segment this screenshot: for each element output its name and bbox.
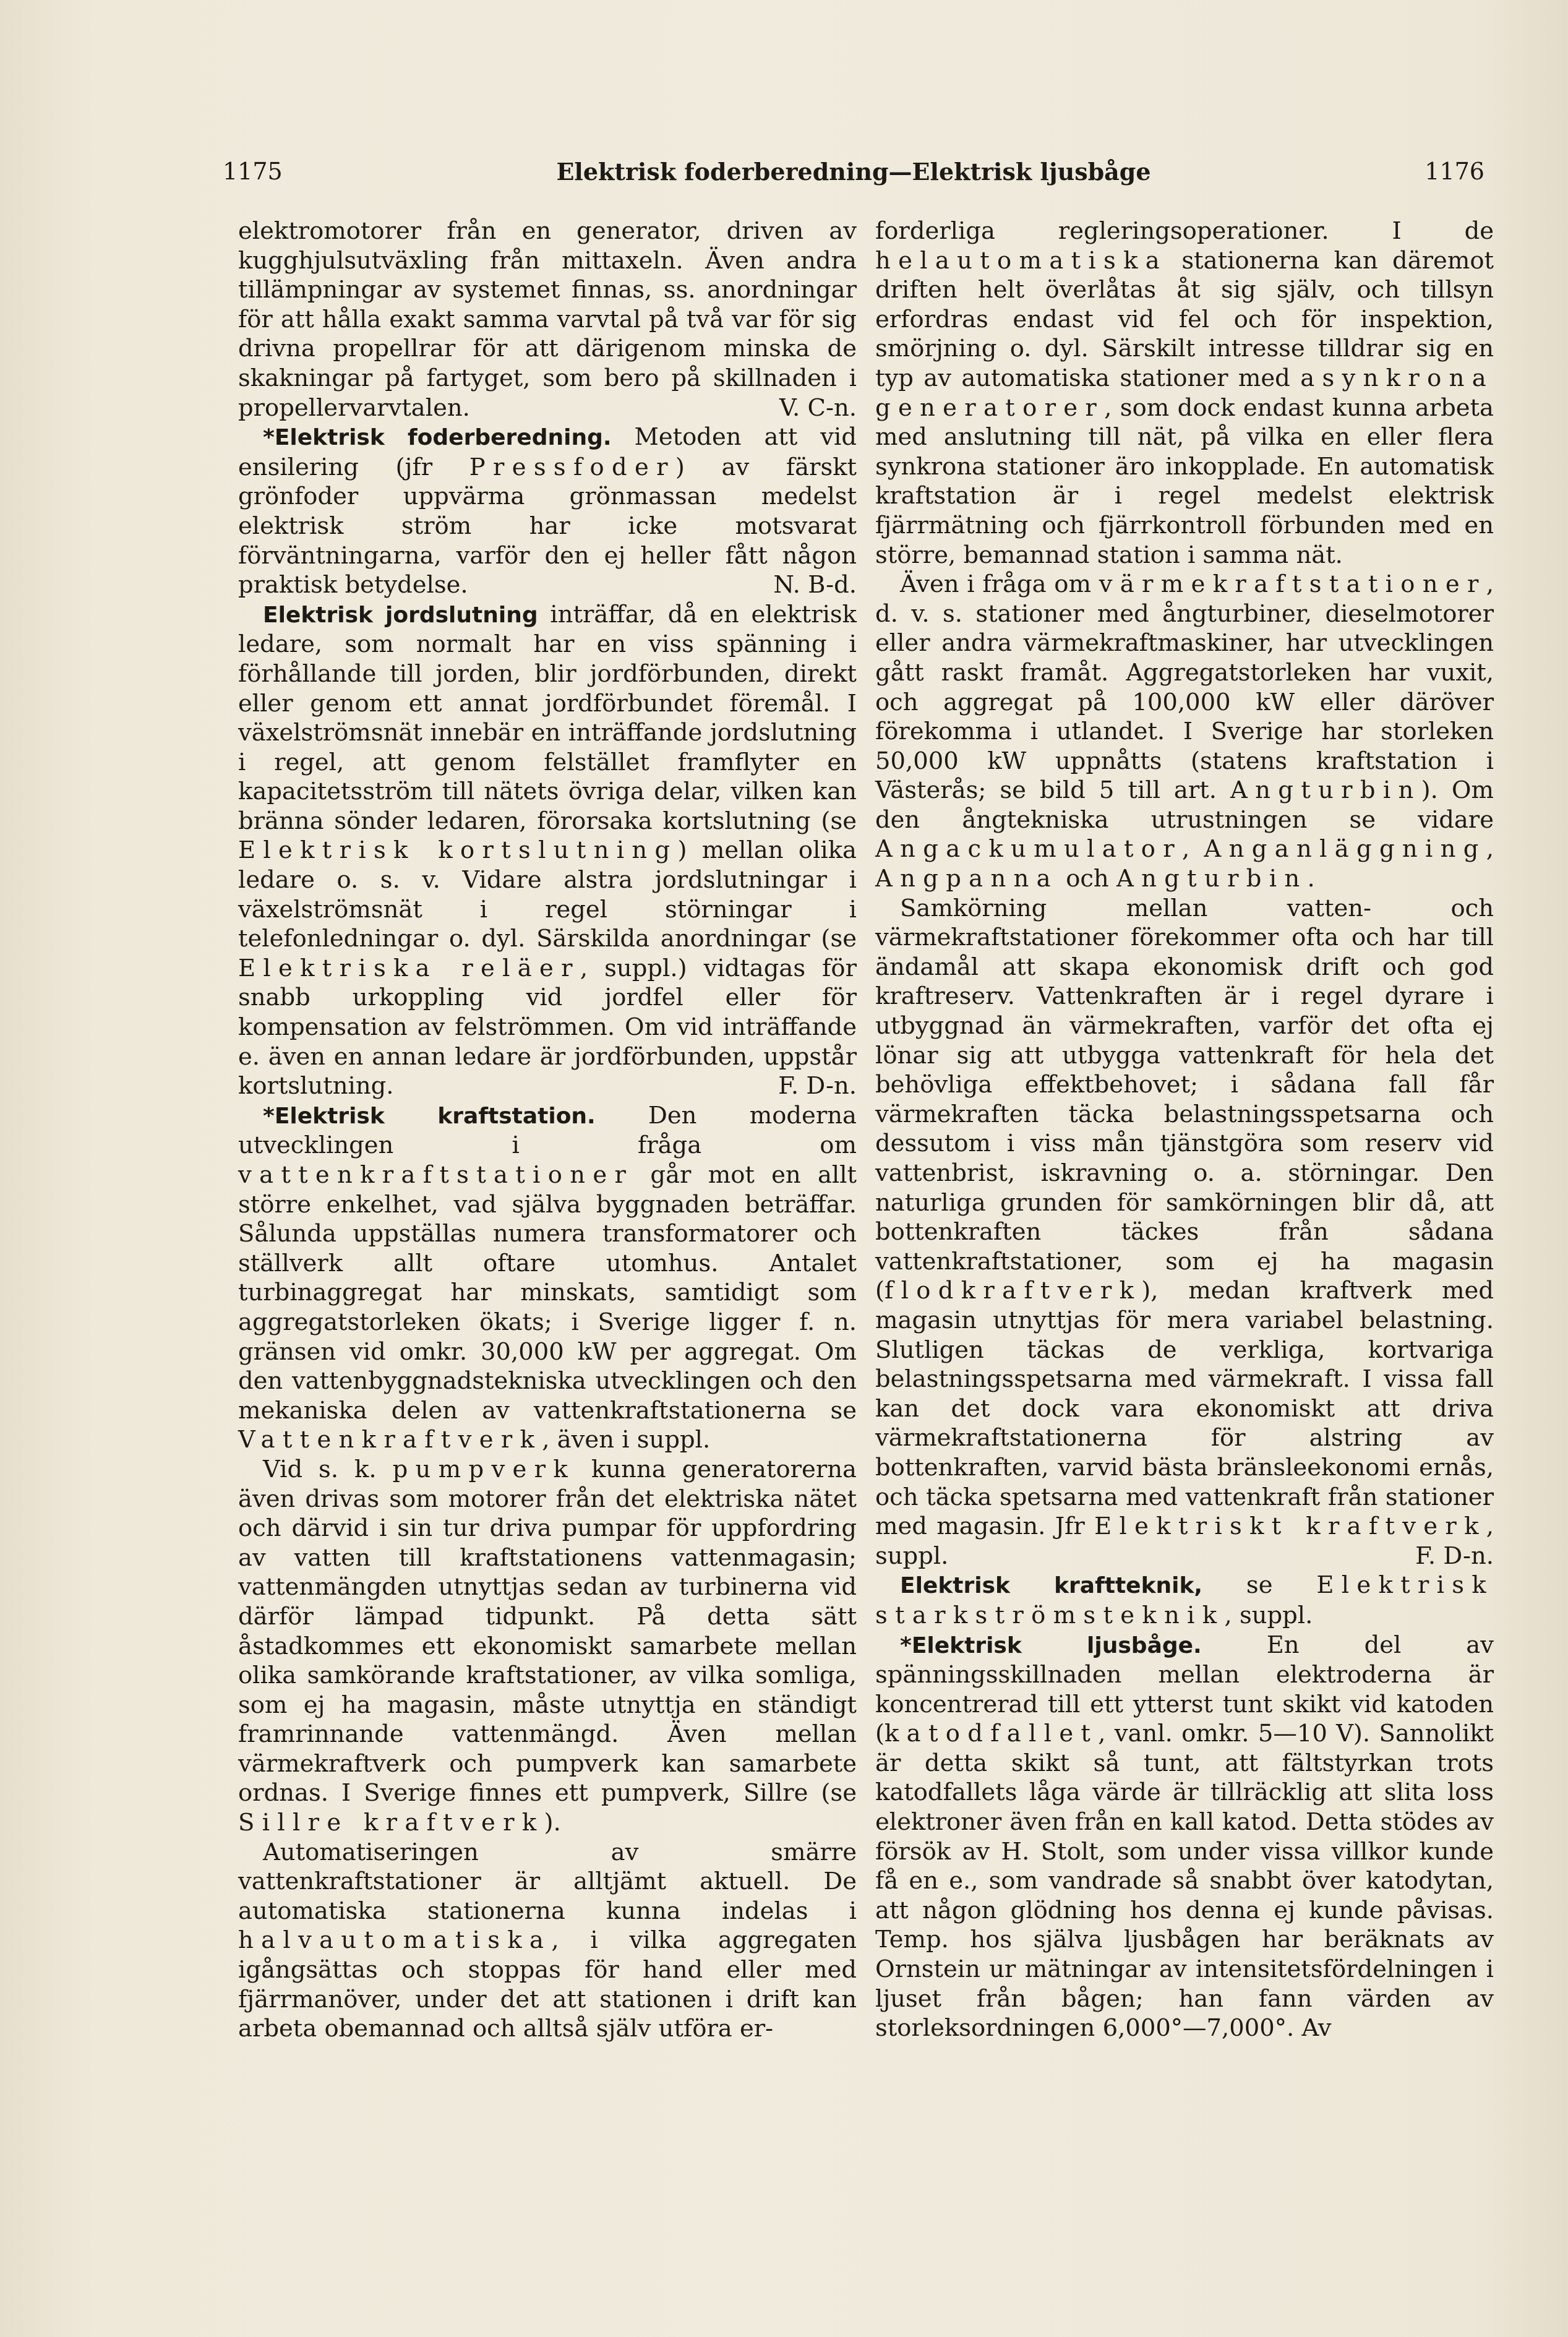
paragraph-text: elektromotorer från en generator, driven av kugghjulsutväxling från mittaxeln. Även andra tillämpningar av systemet finnas, ss. anordningar för att hålla exakt samma varvtal på två var för sig drivna propellrar för att därigenom minska de skakningar på fartyget, som bero på skillnaden i propellervarvtalen. xyxy=(238,217,857,422)
paragraph-text: , xyxy=(1486,835,1494,864)
entry-text: , suppl.) vidtagas för snabb urkoppling vid jordfel eller för kompensation av felströmmen. Om vid inträffande e. även en annan ledare är jordförbunden, uppstår kortslutning. xyxy=(238,954,857,1100)
cross-reference: Elektrisk starkströmsteknik xyxy=(875,1571,1494,1629)
paragraph-varmekraft xyxy=(875,570,1494,894)
paragraph-text: ). xyxy=(544,1809,561,1837)
spaced-term: asynkrona generatorer xyxy=(875,364,1494,422)
paragraph-text: . xyxy=(1307,865,1315,893)
cross-reference: Elektrisk kortslutning xyxy=(238,836,678,865)
cross-reference: Angturbin xyxy=(1116,865,1308,893)
entry-kraftstation xyxy=(238,1101,857,1455)
entry-headword: *Elektrisk kraftstation. xyxy=(263,1103,596,1129)
paragraph-text: , suppl. xyxy=(875,1512,1494,1570)
paragraph-text: och xyxy=(1058,865,1116,893)
paragraph-text: Automatiseringen av smärre vattenkraftstationer är alltjämt aktuell. De automatiska stationerna kunna indelas i xyxy=(238,1838,857,1925)
spaced-term: vattenkraftstationer xyxy=(238,1161,634,1189)
running-title: Elektrisk foderberedning—Elektrisk ljusbåge xyxy=(556,158,1151,186)
entry-jordslutning xyxy=(238,600,857,1101)
paragraph-text: Samkörning mellan vatten- och värmekraftstationer förekommer ofta och har till ändamål att skapa ekonomisk drift och god kraftreserv. Vattenkraften är i regel dyrare i utbyggnad än värmekraften, varför det ofta ej lönar sig att utbygga vattenkraft för hela det behövliga effektbehovet; i sådana fall får värmekraften täcka belastningsspetsarna och dessutom i viss mån tjänstgöra som reserv vid vattenbrist, iskravning o. a. störningar. Den naturliga grunden för samkörningen blir då, att bottenkraften täckes från sådana vattenkraftstationer, som ej ha magasin ( xyxy=(875,894,1494,1305)
author-signature: F. D-n. xyxy=(778,1072,857,1100)
entry-text: ) av färskt grönfoder uppvärma grönmassan medelst elektrisk ström har icke motsvarat förväntningarna, varför den ej heller fått någon praktisk betydelse. xyxy=(238,453,857,599)
entry-headword: *Elektrisk ljusbåge. xyxy=(900,1632,1202,1658)
author-signature: N. B-d. xyxy=(773,571,857,599)
cross-reference: Angturbin xyxy=(1230,776,1421,805)
cross-reference: Vattenkraftverk xyxy=(238,1426,542,1454)
entry-ljusbage xyxy=(875,1631,1494,2043)
right-column xyxy=(875,217,1494,2043)
paragraph-text: Även i fråga om xyxy=(900,570,1099,599)
cross-reference: Angpanna xyxy=(875,865,1058,893)
paragraph-text: ), medan kraftverk med magasin utnyttjas för mera variabel belastning. Slutligen täckas de verkliga, kortvariga belastningsspetsarna med värmekraft. I vissa fall kan det dock vara ekonomiskt att driva värmekraftstationerna för alstring av bottenkraften, varvid bästa bränsleekonomi ernås, och täcka spetsarna med vattenkraft från stationer med magasin. Jfr xyxy=(875,1277,1494,1541)
spaced-term: katodfallet xyxy=(885,1720,1099,1748)
spaced-term: värmekraftstationer xyxy=(1099,570,1486,599)
entry-text: inträffar, då en elektrisk ledare, som normalt har en viss spänning i förhållande till jorden, blir jordförbunden, direkt eller genom ett annat jordförbundet föremål. I växelströmsnät innebär en inträffande jordslutning i regel, att genom felstället framflyter en kapacitetsström till nätets övriga delar, vilken kan bränna sönder ledaren, förorsaka kortslutning (se xyxy=(238,600,857,835)
paragraph-text: stationerna kan däremot driften helt överlåtas åt sig själv, och tillsyn erfordras endast vid fel och för inspektion, smörjning o. dyl. Särskilt intresse tilldrar sig en typ av automatiska stationer med xyxy=(875,246,1494,392)
author-signature: F. D-n. xyxy=(1415,1542,1494,1570)
entry-text: , suppl. xyxy=(1224,1601,1313,1629)
entry-text: går mot en allt större enkelhet, vad själva byggnaden beträffar. Sålunda uppställas numera transformatorer och ställverk allt oftare utomhus. Antalet turbinaggregat har minskats, samtidigt som aggregatstorleken ökats; i Sverige ligger f. n. gränsen vid omkr. 30,000 kW per aggregat. Om den vattenbyggnadstekniska utvecklingen och den mekaniska delen av vattenkraftstationerna se xyxy=(238,1161,857,1425)
spaced-term: helautomatiska xyxy=(875,246,1168,275)
cross-reference: Anganläggning xyxy=(1204,835,1486,864)
entry-text: , vanl. omkr. 5—10 V). Sannolikt är detta skikt så tunt, att fältstyrkan trots katodfallets låga värde är tillräcklig att slita loss elektroner även från en kall katod. Detta stödes av försök av H. Stolt, som under vissa villkor kunde få en e., som vandrade så snabbt över katodytan, att någon glödning hos denna ej kunde påvisas. Temp. hos själva ljusbågen har beräknats av Ornstein ur mätningar av intensitetsfördelningen i ljuset från bågen; han fann värden av storleksordningen 6,000°—7,000°. Av xyxy=(875,1720,1494,2043)
paragraph-pumpverk xyxy=(238,1455,857,1838)
entry-text: Den moderna utvecklingen i fråga om xyxy=(238,1101,857,1160)
entry-text: Metoden att vid ensilering (jfr xyxy=(238,423,857,481)
entry-headword: Elektrisk jordslutning xyxy=(263,602,538,628)
paragraph-text: Vid s. k. xyxy=(263,1455,393,1483)
paragraph-continuation xyxy=(875,217,1494,570)
paragraph-text: forderliga regleringsoperationer. I de xyxy=(875,217,1494,245)
entry-text: , även i suppl. xyxy=(542,1426,711,1454)
cross-reference: Elektriska reläer xyxy=(238,954,580,982)
paragraph-samkorning xyxy=(875,894,1494,1571)
entry-text: En del av spänningsskillnaden mellan elektroderna är koncentrerad till ett ytterst tunt skikt vid katoden ( xyxy=(875,1631,1494,1748)
entry-headword: *Elektrisk foderberedning. xyxy=(263,425,612,451)
cross-reference: Pressfoder xyxy=(469,453,675,481)
cross-reference: Angackumulator xyxy=(875,835,1182,864)
cross-reference: Elektriskt kraftverk xyxy=(1094,1512,1486,1541)
page-number-left: 1175 xyxy=(223,158,283,185)
cross-reference: Sillre kraftverk xyxy=(238,1809,544,1837)
spaced-term: halvautomatiska xyxy=(238,1926,552,1955)
entry-headword: Elektrisk kraftteknik, xyxy=(900,1573,1203,1599)
spaced-term: flodkraftverk xyxy=(885,1277,1142,1305)
paragraph-continuation xyxy=(238,217,857,422)
paragraph-automatisering xyxy=(238,1838,857,2044)
entry-foderberedning xyxy=(238,422,857,600)
entry-text: ) mellan olika ledare o. s. v. Vidare alstra jordslutningar i växelströmsnät i regel störningar i telefonledningar o. dyl. Särskilda anordningar (se xyxy=(238,836,857,953)
page-number-right: 1176 xyxy=(1424,158,1484,185)
author-signature: V. C-n. xyxy=(779,393,857,422)
left-column xyxy=(238,217,857,2044)
paragraph-text: , d. v. s. stationer med ångturbiner, dieselmotorer eller andra värmekraftmaskiner, har utvecklingen gått raskt framåt. Aggregatstorleken har vuxit, och aggregat på 100,000 kW eller däröver förekomma i utlandet. I Sverige har storleken 50,000 kW uppnåtts (statens kraftstation i Västerås; se bild 5 till art. xyxy=(875,570,1494,805)
paragraph-text: kunna generatorerna även drivas som motorer från det elektriska nätet och därvid i sin tur driva pumpar för uppfordring av vatten till kraftstationens vattenmagasin; vattenmängden utnyttjas sedan av turbinerna vid därför lämpad tidpunkt. På detta sätt åstadkommes ett ekonomiskt samarbete mellan olika samkörande kraftstationer, av vilka somliga, som ej ha magasin, måste utnyttja en ständigt framrinnande vattenmängd. Även mellan värmekraftverk och pumpverk kan samarbete ordnas. I Sverige finnes ett pumpverk, Sillre (se xyxy=(238,1455,857,1807)
spaced-term: pumpverk xyxy=(392,1455,575,1483)
paragraph-text: ). Om den ångtekniska utrustningen se vidare xyxy=(875,776,1494,834)
entry-kraftteknik xyxy=(875,1571,1494,1630)
running-header xyxy=(223,158,1484,195)
paragraph-text: , som dock endast kunna arbeta med anslutning till nät, på vilka en eller flera synkrona stationer äro inkopplade. En automatisk kraftstation är i regel medelst elektrisk fjärrmätning och fjärrkontroll förbunden med en större, bemannad station i samma nät. xyxy=(875,393,1494,569)
paragraph-text: , i vilka aggregaten igångsättas och stoppas för hand eller med fjärrmanöver, under det att stationen i drift kan arbeta obemannad och alltså själv utföra er- xyxy=(238,1926,857,2043)
entry-text: se xyxy=(1202,1571,1317,1600)
paragraph-text: , xyxy=(1182,835,1204,864)
